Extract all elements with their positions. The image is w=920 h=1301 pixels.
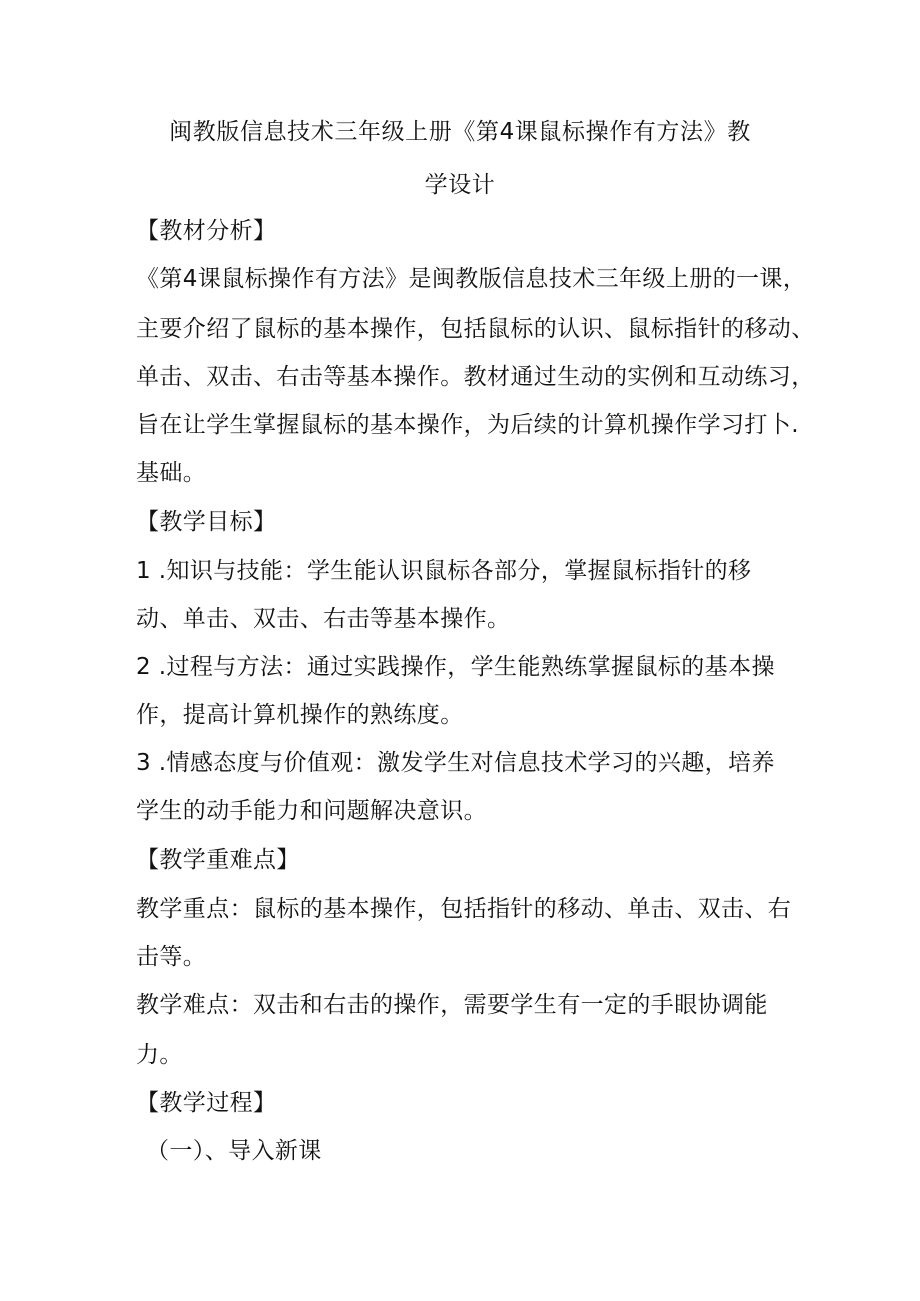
section-heading-goals: 【教学目标】 [136, 509, 277, 535]
list-item-continuation: 作，提高计算机操作的熟练度。 [136, 702, 464, 728]
subsection-heading: （一）、导入新课 [146, 1138, 322, 1164]
paragraph-line: 《第4课鼠标操作有方法》是闽教版信息技术三年级上册的一课， [136, 266, 807, 292]
paragraph-line: 击等。 [136, 944, 207, 970]
paragraph-line: 主要介绍了鼠标的基本操作，包括鼠标的认识、鼠标指针的移动、 [136, 316, 815, 342]
section-heading-material: 【教材分析】 [136, 218, 277, 244]
list-item: 1 .知识与技能：学生能认识鼠标各部分，掌握鼠标指针的移 [136, 558, 752, 584]
section-heading-process: 【教学过程】 [136, 1090, 277, 1116]
list-item-continuation: 学生的动手能力和问题解决意识。 [136, 798, 487, 824]
paragraph-line: 基础。 [136, 460, 207, 486]
paragraph-line: 力。 [136, 1042, 183, 1068]
paragraph-line: 教学重点：鼠标的基本操作，包括指针的移动、单击、双击、右 [136, 896, 792, 922]
list-item: 3 .情感态度与价值观：激发学生对信息技术学习的兴趣，培养 [136, 750, 775, 776]
section-heading-keypoints: 【教学重难点】 [136, 847, 300, 873]
list-item: 2 .过程与方法：通过实践操作，学生能熟练掌握鼠标的基本操 [136, 654, 775, 680]
document-title-line-2: 学设计 [424, 172, 496, 198]
paragraph-line: 教学难点：双击和右击的操作，需要学生有一定的手眼协调能 [136, 992, 768, 1018]
document-title-line-1: 闽教版信息技术三年级上册《第4课鼠标操作有方法》教 [169, 119, 751, 145]
paragraph-line: 旨在让学生掌握鼠标的基本操作，为后续的计算机操作学习打卜. [136, 412, 799, 438]
paragraph-line: 单击、双击、右击等基本操作。教材通过生动的实例和互动练习， [136, 364, 815, 390]
list-item-continuation: 动、单击、双击、右击等基本操作。 [136, 606, 511, 632]
